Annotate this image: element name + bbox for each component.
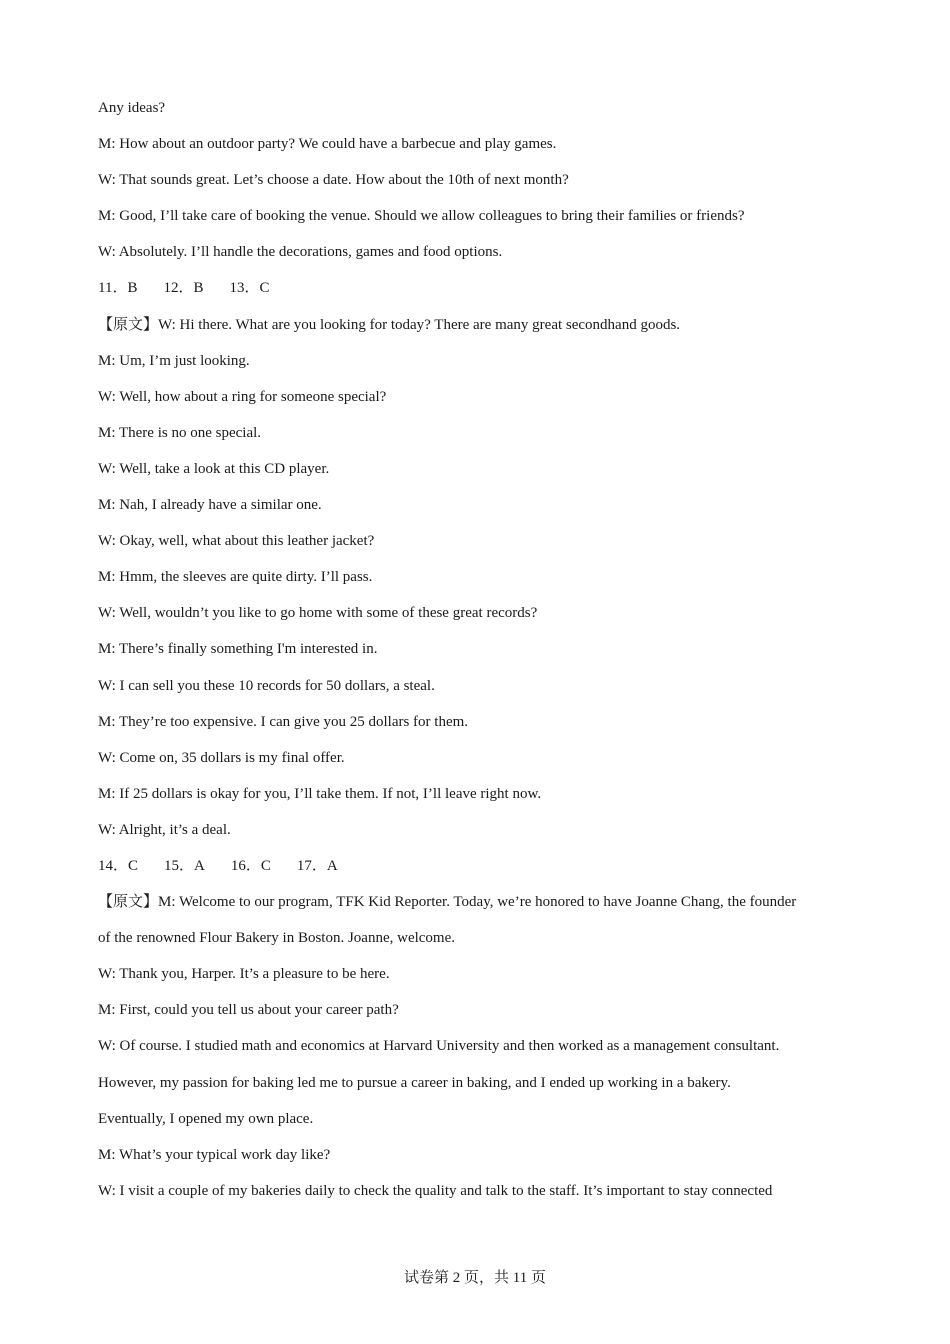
- answer-item: 13．C: [229, 280, 270, 297]
- answer-item: 14．C: [98, 857, 139, 874]
- text-line: W: Thank you, Harper. It’s a pleasure to be here.: [98, 966, 390, 983]
- document-body: [98, 98, 858, 1217]
- text-line: 【原文】M: Welcome to our program, TFK Kid Reporter. Today, we’re honored to have Joanne Chang, the founder: [98, 894, 797, 911]
- text-line: 【原文】W: Hi there. What are you looking for today? There are many great secondhand goods.: [98, 316, 681, 333]
- answer-item: 16．C: [230, 857, 271, 874]
- text-line: of the renowned Flour Bakery in Boston. Joanne, welcome.: [98, 930, 456, 947]
- text-line: W: Well, take a look at this CD player.: [98, 460, 330, 477]
- text-line: M: There’s finally something I'm interested in.: [98, 641, 378, 658]
- text-line: W: Well, how about a ring for someone special?: [98, 388, 387, 405]
- text-line: W: I visit a couple of my bakeries daily to check the quality and talk to the staff. It’s important to stay connected: [98, 1182, 773, 1199]
- text-line: W: Okay, well, what about this leather jacket?: [98, 533, 375, 550]
- answer-key-line: [98, 856, 858, 876]
- text-line: W: Well, wouldn’t you like to go home with some of these great records?: [98, 605, 538, 622]
- text-line: M: Good, I’ll take care of booking the venue. Should we allow colleagues to bring their families or friends?: [98, 208, 745, 225]
- text-line: W: Come on, 35 dollars is my final offer.: [98, 749, 345, 766]
- text-line: W: Of course. I studied math and economics at Harvard University and then worked as a management consultant.: [98, 1038, 780, 1055]
- answer-key-line: [98, 278, 858, 298]
- answer-item: 17．A: [296, 857, 338, 874]
- answer-item: 11．B: [98, 280, 138, 297]
- answer-item: 15．A: [164, 857, 205, 874]
- text-line: M: Nah, I already have a similar one.: [98, 497, 322, 514]
- text-line: W: I can sell you these 10 records for 50 dollars, a steal.: [98, 677, 435, 694]
- text-line: M: Hmm, the sleeves are quite dirty. I’ll pass.: [98, 569, 373, 586]
- text-line: W: That sounds great. Let’s choose a date. How about the 10th of next month?: [98, 172, 569, 189]
- text-line: M: There is no one special.: [98, 424, 262, 441]
- text-line: W: Alright, it’s a deal.: [98, 821, 231, 838]
- text-line: W: Absolutely. I’ll handle the decorations, games and food options.: [98, 244, 503, 261]
- text-line: However, my passion for baking led me to pursue a career in baking, and I ended up working in a bakery.: [98, 1074, 731, 1091]
- text-line: Eventually, I opened my own place.: [98, 1110, 314, 1127]
- text-line: M: First, could you tell us about your career path?: [98, 1002, 399, 1019]
- text-line: M: They’re too expensive. I can give you 25 dollars for them.: [98, 713, 469, 730]
- text-line: M: If 25 dollars is okay for you, I’ll take them. If not, I’ll leave right now.: [98, 785, 542, 802]
- text-line: M: How about an outdoor party? We could have a barbecue and play games.: [98, 136, 557, 153]
- text-line: M: What’s your typical work day like?: [98, 1146, 331, 1163]
- answer-item: 12．B: [163, 280, 204, 297]
- text-line: M: Um, I’m just looking.: [98, 352, 250, 369]
- text-line: Any ideas?: [98, 100, 166, 116]
- page-footer: 试卷第 2 页，共 11 页: [404, 1270, 546, 1286]
